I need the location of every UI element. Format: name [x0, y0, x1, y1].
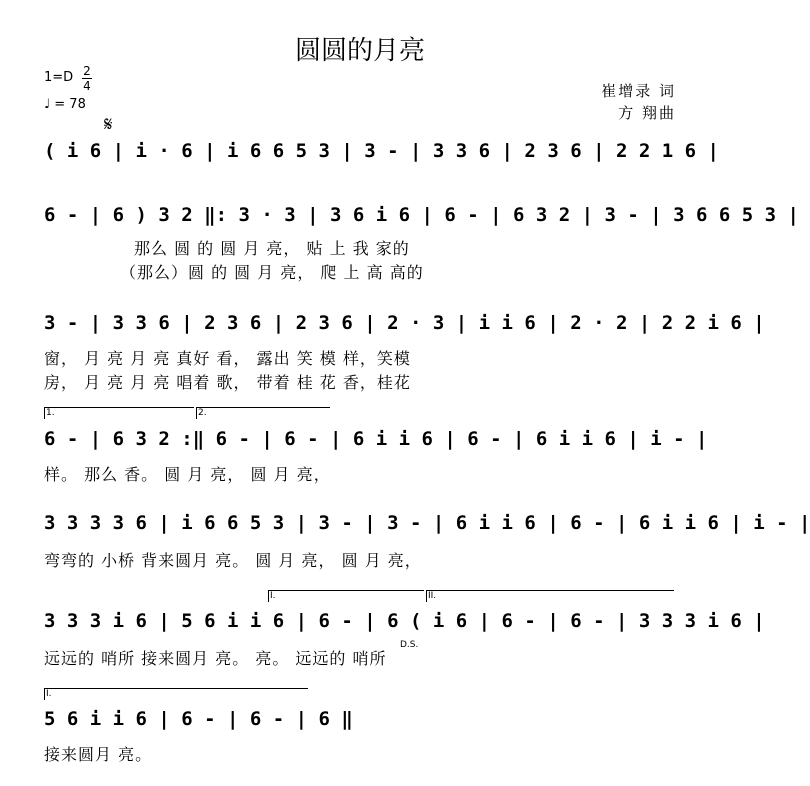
notation-line-6: 3 3 3 i 6 | 5 6 i i 6 | 6 - | 6 ( i 6 | 6 - | 6 - | 3 3 3 i 6 | [44, 610, 765, 632]
key-signature: 1=D [44, 70, 74, 85]
segno-icon: 𝄋 [104, 112, 113, 136]
ending-I-bracket-edge [268, 590, 269, 602]
lyric-line-3b: 房， 月 亮 月 亮 唱着 歌， 带着 桂 花 香，桂花 [44, 373, 411, 392]
ending-2-label: 2. [198, 408, 207, 418]
lyric-line-7: 接来圆月 亮。 [44, 745, 153, 764]
ending-I-bracket-2-edge [44, 688, 45, 700]
ending-I-bracket-2 [44, 688, 308, 689]
ending-I-bracket [268, 590, 424, 591]
notation-line-5: 3 3 3 3 6 | i 6 6 5 3 | 3 - | 3 - | 6 i i 6 | 6 - | 6 i i 6 | i - | [44, 512, 810, 534]
notation-line-1: ( i 6 | i · 6 | i 6 6 5 3 | 3 - | 3 3 6 | 2 3 6 | 2 2 1 6 | [44, 140, 719, 162]
lyric-line-2b: （那么）圆 的 圆 月 亮， 爬 上 高 高的 [120, 263, 424, 282]
ending-II-label: II. [428, 591, 437, 601]
lyric-line-2a: 那么 圆 的 圆 月 亮， 贴 上 我 家的 [134, 239, 410, 258]
notation-line-2: 6 - | 6 ) 3 2 ‖: 3 · 3 | 3 6 i 6 | 6 - | 6 3 2 | 3 - | 3 6 6 5 3 | [44, 204, 799, 226]
composer-credit: 方 翔曲 [618, 104, 676, 122]
ending-1-bracket [44, 407, 194, 408]
lyric-line-6: 远远的 哨所 接来圆月 亮。 亮。 远远的 哨所 [44, 649, 387, 668]
ds-marking: D.S. [400, 640, 419, 650]
time-signature-top: 2 [83, 64, 91, 78]
quarter-note-icon: ♩ [44, 97, 51, 112]
tempo-value: = 78 [54, 97, 86, 112]
lyric-line-3a: 窗， 月 亮 月 亮 真好 看， 露出 笑 模 样，笑模 [44, 349, 411, 368]
ending-2-bracket-edge [196, 407, 197, 419]
ending-II-bracket-edge [426, 590, 427, 602]
ending-II-bracket [426, 590, 674, 591]
notation-line-4: 6 - | 6 3 2 :‖ 6 - | 6 - | 6 i i 6 | 6 - | 6 i i 6 | i - | [44, 428, 708, 450]
tempo-marking [44, 97, 86, 112]
notation-line-3: 3 - | 3 3 6 | 2 3 6 | 2 3 6 | 2 · 3 | i i 6 | 2 · 2 | 2 2 i 6 | [44, 312, 765, 334]
lyric-line-5: 弯弯的 小桥 背来圆月 亮。 圆 月 亮， 圆 月 亮， [44, 551, 422, 570]
lyric-line-4: 样。 那么 香。 圆 月 亮， 圆 月 亮， [44, 465, 331, 484]
time-signature [82, 64, 92, 93]
ending-I-label-2: I. [46, 689, 52, 699]
song-title: 圆圆的月亮 [294, 36, 425, 66]
ending-2-bracket [196, 407, 330, 408]
notation-line-7: 5 6 i i 6 | 6 - | 6 - | 6 ‖ [44, 708, 353, 730]
lyricist-credit: 崔增录 词 [601, 82, 676, 100]
ending-I-label: I. [270, 591, 276, 601]
ending-1-bracket-edge [44, 407, 45, 419]
ending-1-label: 1. [46, 408, 55, 418]
time-signature-bottom: 4 [83, 79, 91, 93]
